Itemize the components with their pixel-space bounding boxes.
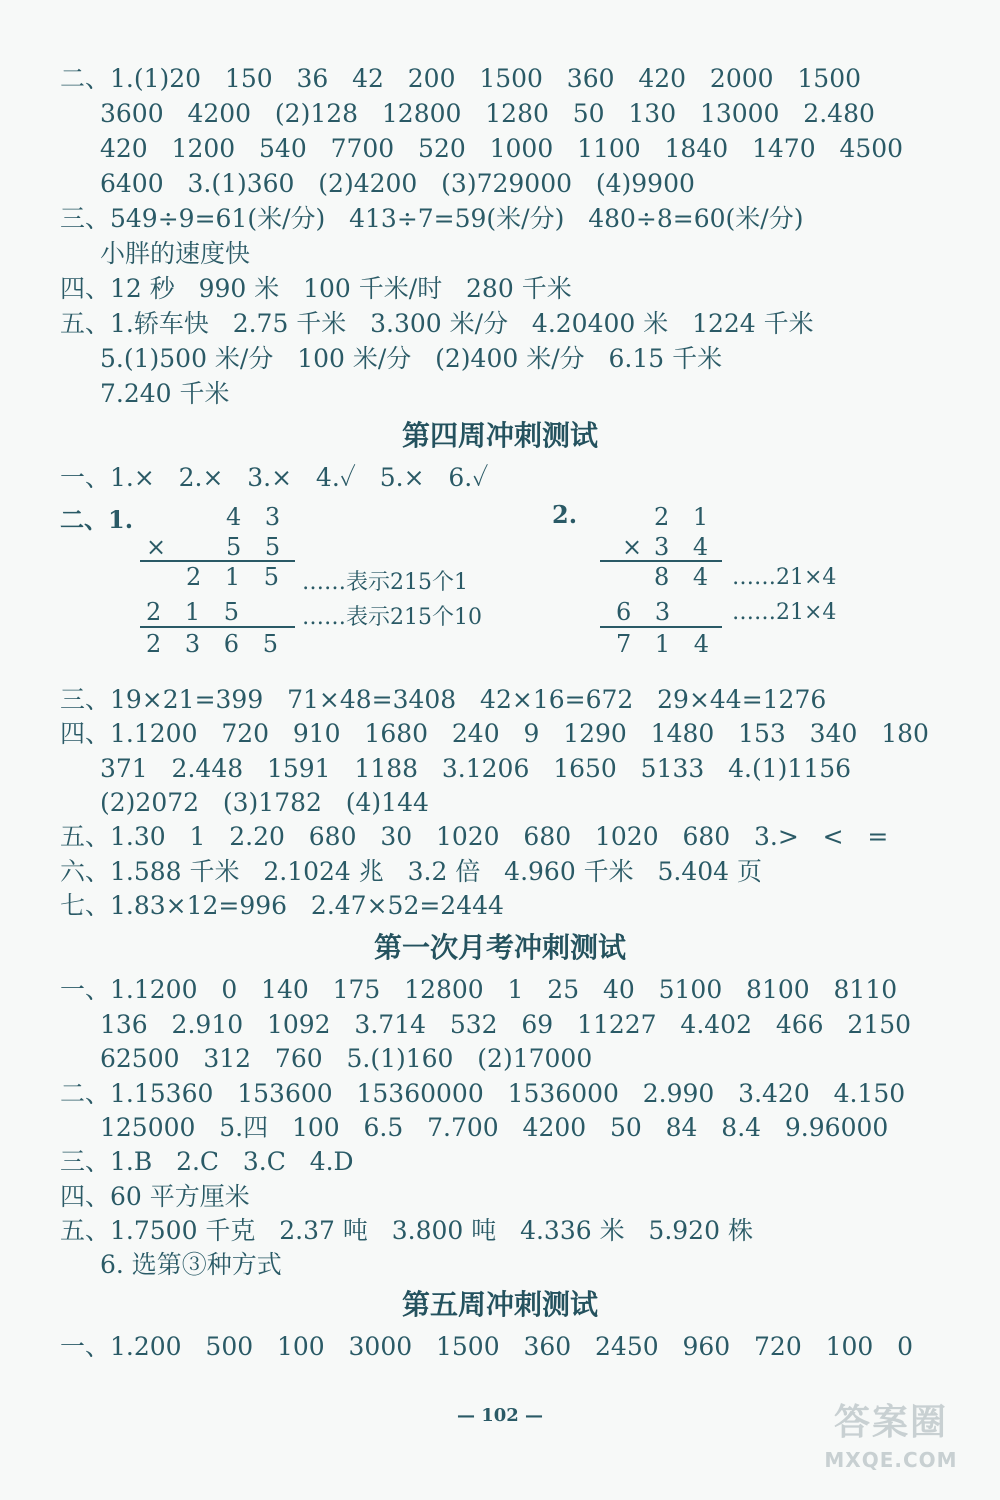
rule-line xyxy=(600,560,722,562)
answer-line: 一、1.1200 0 140 175 12800 1 25 40 5100 8100 8110 xyxy=(60,975,898,1004)
answer-line: 3600 4200 (2)128 12800 1280 50 130 13000 2.480 xyxy=(100,99,875,128)
section-title: 第四周冲刺测试 xyxy=(401,419,598,452)
multiplicand: 4 3 xyxy=(226,503,289,531)
rule-line xyxy=(140,560,295,562)
partial-product-note: ……表示215个1 xyxy=(302,570,468,595)
partial-product-note: ……21×4 xyxy=(732,600,837,625)
answer-line: 5.(1)500 米/分 100 米/分 (2)400 米/分 6.15 千米 xyxy=(100,344,723,373)
answer-line: 7.240 千米 xyxy=(100,379,230,408)
answer-line: 371 2.448 1591 1188 3.1206 1650 5133 4.(1)1156 xyxy=(100,754,852,783)
answer-line: 二、1.15360 153600 15360000 1536000 2.990 3.420 4.150 xyxy=(60,1079,906,1108)
watermark-title: 答案圈 xyxy=(833,1402,948,1443)
multiplier: 3 4 xyxy=(654,533,717,561)
page-number: — 102 — xyxy=(456,1405,544,1426)
answer-line: 四、1.1200 720 910 1680 240 9 1290 1480 153 340 180 xyxy=(60,719,929,748)
answer-line: 125000 5.四 100 6.5 7.700 4200 50 84 8.4 9.96000 xyxy=(100,1113,889,1142)
answer-line: 五、1.轿车快 2.75 千米 3.300 米/分 4.20400 米 1224 千米 xyxy=(60,309,814,338)
section-title: 第五周冲刺测试 xyxy=(401,1288,598,1321)
answer-line: 五、1.7500 千克 2.37 吨 3.800 吨 4.336 米 5.920 株 xyxy=(60,1216,753,1245)
answer-line: 三、19×21=399 71×48=3408 42×16=672 29×44=1276 xyxy=(60,685,827,714)
answer-line: 62500 312 760 5.(1)160 (2)17000 xyxy=(100,1044,593,1073)
watermark-logo xyxy=(796,1398,986,1488)
partial-product: 6 3 xyxy=(616,598,679,626)
answer-line: 四、12 秒 990 米 100 千米/时 280 千米 xyxy=(60,274,572,303)
multiplier: 5 5 xyxy=(226,533,289,561)
partial-product: 2 1 5 xyxy=(186,563,288,591)
answer-line: 136 2.910 1092 3.714 532 69 11227 4.402 466 2150 xyxy=(100,1010,912,1039)
answer-line: 六、1.588 千米 2.1024 兆 3.2 倍 4.960 千米 5.404 页 xyxy=(60,857,763,886)
product: 7 1 4 xyxy=(616,630,718,658)
answer-line: 小胖的速度快 xyxy=(100,239,251,268)
answer-line: 三、549÷9=61(米/分) 413÷7=59(米/分) 480÷8=60(米/分) xyxy=(60,204,804,233)
question-label: 二、1. xyxy=(60,505,134,534)
answer-line: 一、1.200 500 100 3000 1500 360 2450 960 720 100 0 xyxy=(60,1332,914,1361)
times-sign: × xyxy=(622,533,651,561)
answer-line: 五、1.30 1 2.20 680 30 1020 680 1020 680 3.> < = xyxy=(60,822,889,851)
answer-line: (2)2072 (3)1782 (4)144 xyxy=(100,788,429,817)
answer-line: 一、1.× 2.× 3.× 4.✓ 5.× 6.✓ xyxy=(60,463,489,492)
answer-line: 二、1.(1)20 150 36 42 200 1500 360 420 2000 1500 xyxy=(60,64,862,93)
partial-product-note: ……表示215个10 xyxy=(302,605,482,630)
times-sign: × xyxy=(146,533,175,561)
question-label: 2. xyxy=(552,500,578,529)
multiplicand: 2 1 xyxy=(654,503,717,531)
section-title: 第一次月考冲刺测试 xyxy=(373,931,626,964)
rule-line xyxy=(600,626,722,628)
partial-product: 2 1 5 xyxy=(146,598,248,626)
answer-line: 四、60 平方厘米 xyxy=(60,1182,250,1211)
answer-line: 420 1200 540 7700 520 1000 1100 1840 1470 4500 xyxy=(100,134,904,163)
rule-line xyxy=(140,626,295,628)
watermark-url: MXQE.COM xyxy=(824,1448,958,1472)
product: 2 3 6 5 xyxy=(146,630,286,658)
partial-product: 8 4 xyxy=(654,563,717,591)
answer-line: 6. 选第③种方式 xyxy=(100,1250,282,1279)
partial-product-note: ……21×4 xyxy=(732,565,837,590)
answer-line: 七、1.83×12=996 2.47×52=2444 xyxy=(60,891,504,920)
answer-line: 6400 3.(1)360 (2)4200 (3)729000 (4)9900 xyxy=(100,169,695,198)
answer-line: 三、1.B 2.C 3.C 4.D xyxy=(60,1147,354,1176)
